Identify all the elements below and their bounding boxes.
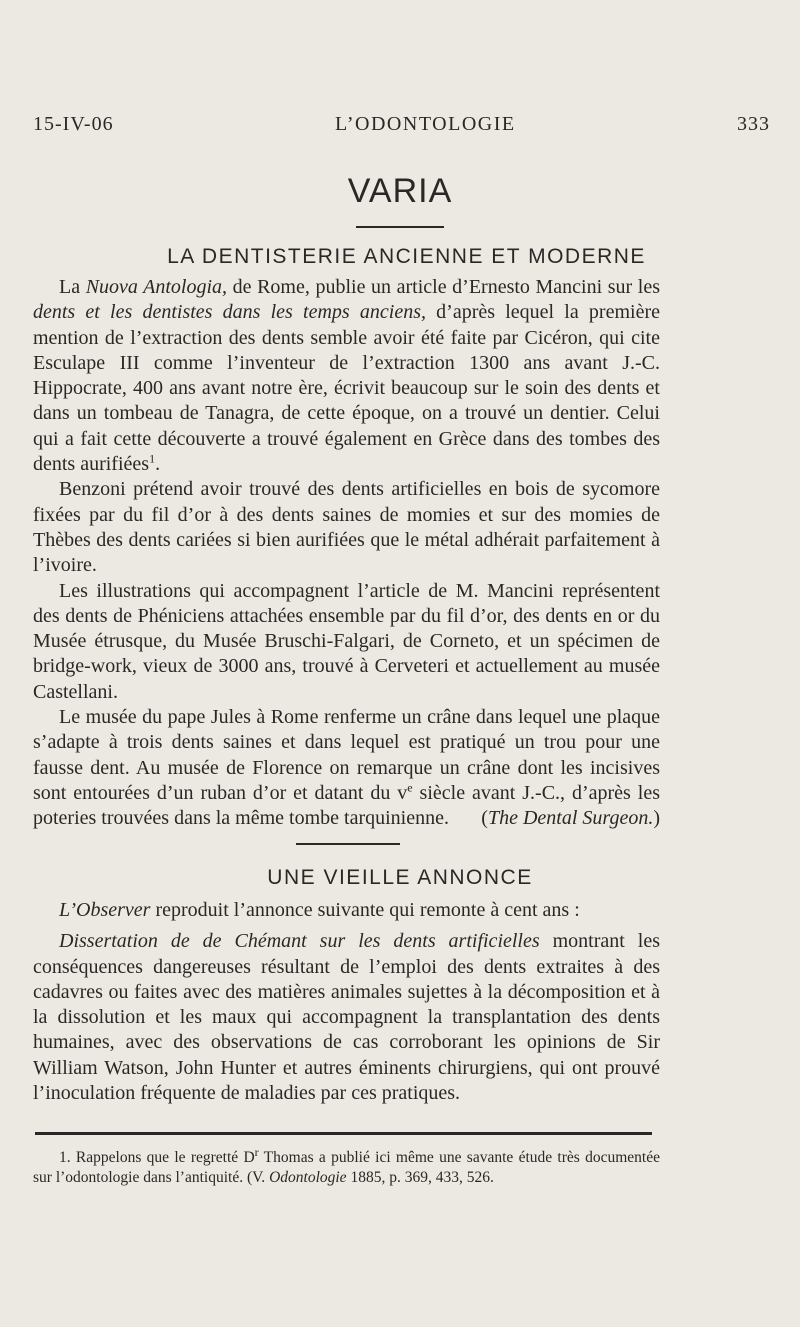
article1-title: LA DENTISTERIE ANCIENNE ET MODERNE [167, 245, 646, 268]
article2-body [33, 898, 660, 1106]
footnote-1: 1. Rappelons que le regretté $D^r$ Thomas a publié ici même une savante étude très documentée sur l’odontologie dans l’antiquité. (V. Odontologie 1885, p. 369, 433, 526. [33, 1144, 660, 1186]
article1-paragraph-3: Les illustrations qui accompagnent l’article de M. Mancini représentent des dents de Phéniciens attachées ensemble par du fil d’or, des dents en or du Musée étrusque, du Musée Bruschi-Falgari, de Corneto, et un spécimen de bridge-work, vieux de 3000 ans, trouvé à Cerveteri et actuellement au musée Castellani. [33, 579, 660, 703]
page-number: 333 [737, 113, 770, 135]
footnote-ref: 1 [149, 451, 156, 466]
section-divider [296, 843, 400, 845]
article2-paragraph-2: Dissertation de de Chémant sur les dents artificielles montrant les conséquences dangereuses résultant de l’emploi des dents extraites à des cadavres ou faites avec des matières animales sujettes à la décomposition et à la dissolution et les maux qui accompagnent la transplantation des dents humaines, avec des observations de cas corroborant les opinions de Sir William Watson, John Hunter et autres éminents chirurgiens, qui ont prouvé l’inoculation fréquente de maladies par ces pratiques. [33, 930, 660, 1105]
source-attribution: (The Dental Surgeon.) [481, 807, 660, 830]
footnotes [33, 1144, 660, 1188]
journal-citation: Nuova Antologia, [85, 276, 228, 298]
footnote-rule [35, 1132, 652, 1135]
journal-name: L’ODONTOLOGIE [335, 113, 516, 135]
article1-body [33, 275, 660, 832]
article1-paragraph-4: Le musée du pape Jules à Rome renferme un crâne dans lequel une plaque s’adapte à trois dents saines et dans lequel est pratiqué un trou pour une fausse dent. Au musée de Florence on remarque un crâne dont les incisives sont entourées d’un ruban d’or et datant du $v^e$ siècle avant J.-C., d’après les poteries trouvées dans la même tombe tarquinienne. (The Dental Surgeon.) [33, 705, 660, 831]
article1-paragraph-2: Benzoni prétend avoir trouvé des dents artificielles en bois de sycomore fixées par du fil d’or à des dents saines de momies et sur des momies de Thèbes des dents cariées si bien aurifiées que le métal adhérait parfaitement à l’ivoire. [33, 478, 660, 577]
issue-date: 15-IV-06 [33, 113, 114, 135]
article2-paragraph-1: L’Observer reproduit l’annonce suivante qui remonte à cent ans : [59, 899, 580, 921]
title-rule [356, 226, 444, 228]
article1-paragraph-1: La Nuova Antologia, de Rome, publie un article d’Ernesto Mancini sur les dents et les dentistes dans les temps anciens, d’après lequel la première mention de l’extraction des dents semble avoir été faite par Cicéron, qui cite Esculape III comme l’inventeur de l’extraction 1300 ans avant J.-C. Hippocrate, 400 ans avant notre ère, écrivit beaucoup sur le soin des dents et dans un tombeau de Tanagra, de cette époque, on a trouvé un dentier. Celui qui a fait cette découverte a trouvé également en Grèce dans des tombes des dents aurifiées$^1$. [33, 276, 661, 476]
article2-title: UNE VIEILLE ANNONCE [267, 866, 533, 889]
article-citation: dents et les dentistes dans les temps anciens, [33, 301, 426, 324]
running-head [33, 113, 770, 136]
section-title: VARIA [347, 172, 453, 210]
